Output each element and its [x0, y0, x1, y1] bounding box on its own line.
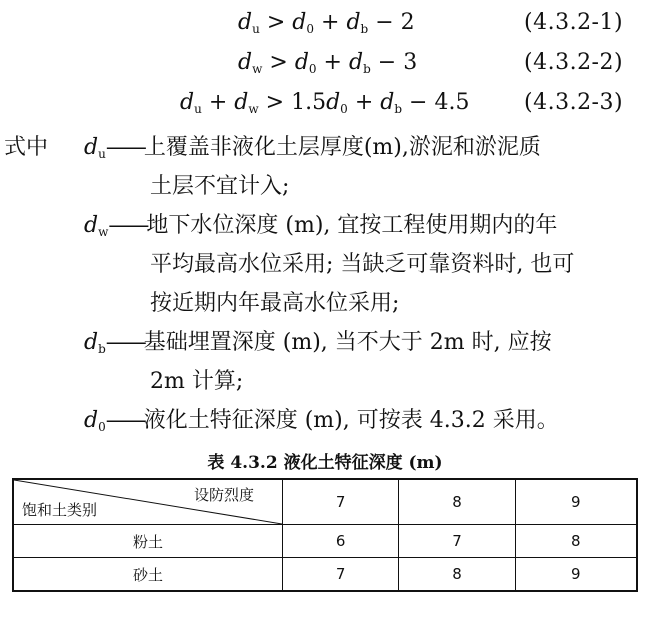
header-intensity: 设防烈度 [193, 486, 254, 504]
equation-number: (4.3.2-2) [524, 50, 624, 75]
table-caption: 表 4.3.2 液化土特征深度 (m) [207, 453, 443, 473]
table-row [13, 558, 637, 592]
definition-du: $d_u——$上覆盖非液化土层厚度(m),淤泥和淤泥质 [84, 135, 541, 161]
equation-number: (4.3.2-1) [524, 10, 624, 35]
diagonal-header-cell [13, 479, 283, 525]
table-cell: 7 [283, 558, 399, 592]
row-label: 粉土 [13, 525, 283, 558]
column-header: 8 [399, 479, 515, 525]
equation-number: (4.3.2-3) [524, 90, 624, 115]
table-cell: 6 [283, 525, 399, 558]
definition-d0: $d_0——$液化土特征深度 (m), 可按表 4.3.2 采用。 [84, 408, 559, 434]
column-header: 7 [283, 479, 399, 525]
definition-db-cont: 2m 计算; [150, 369, 244, 394]
table-header-row [13, 479, 637, 525]
characteristic-depth-table [12, 478, 638, 592]
column-header: 9 [515, 479, 637, 525]
definition-dw-cont-1: 平均最高水位采用; 当缺乏可靠资料时, 也可 [150, 252, 575, 277]
table-cell: 8 [515, 525, 637, 558]
definition-db: $d_b——$基础埋置深度 (m), 当不大于 2m 时, 应按 [84, 330, 552, 356]
definition-dw-cont-2: 按近期内年最高水位采用; [150, 291, 400, 316]
row-label: 砂土 [13, 558, 283, 592]
equation-4-3-2-2: $d_w > d_0 + d_b - 3$ (4.3.2-2) [238, 50, 624, 76]
definitions-intro: 式中 [4, 135, 49, 160]
equation-4-3-2-3: $d_u + d_w > 1.5d_0 + d_b - 4.5$ (4.3.2-3) [180, 90, 624, 116]
definition-dw: $d_w——$地下水位深度 (m), 宜按工程使用期内的年 [84, 213, 558, 239]
table-row [13, 525, 637, 558]
table-cell: 8 [399, 558, 515, 592]
table-cell: 7 [399, 525, 515, 558]
header-soil-type: 饱和土类别 [22, 501, 98, 519]
equation-4-3-2-1: $d_u > d_0 + d_b - 2$ (4.3.2-1) [238, 10, 624, 36]
definition-du-cont: 土层不宜计入; [150, 174, 290, 199]
table-cell: 9 [515, 558, 637, 592]
